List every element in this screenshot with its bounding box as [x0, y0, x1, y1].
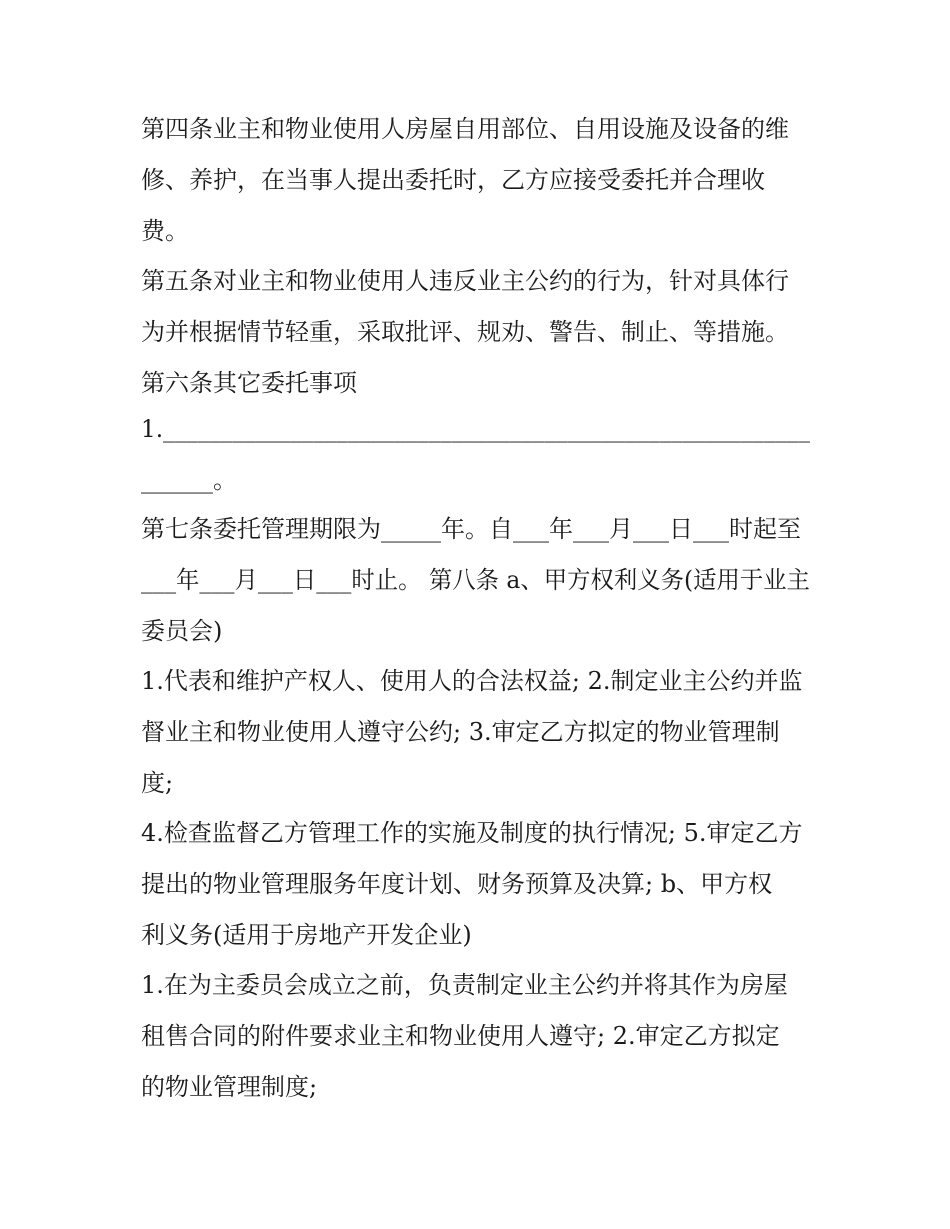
text-line: 第四条业主和物业使用人房屋自用部位、自用设施及设备的维 [141, 115, 789, 143]
text-line: 的物业管理制度; [141, 1073, 318, 1101]
text-line: 1.________________________________________________________ [141, 415, 810, 443]
text-line: 为并根据情节轻重，采取批评、规劝、警告、制止、等措施。 [141, 318, 789, 346]
text-line: 第七条委托管理期限为_____年。自___年___月___日___时起至 [141, 515, 801, 543]
text-line: 1.代表和维护产权人、使用人的合法权益; 2.制定业主公约并监 [141, 667, 803, 695]
text-line: 度; [141, 769, 174, 797]
text-line: 费。 [141, 217, 189, 245]
text-line: 修、养护，在当事人提出委托时，乙方应接受委托并合理收 [141, 166, 765, 194]
text-line: 4.检查监督乙方管理工作的实施及制度的执行情况; 5.审定乙方 [141, 819, 803, 847]
text-line: 提出的物业管理服务年度计划、财务预算及决算; b、甲方权 [141, 870, 773, 898]
text-line: 委员会) [141, 617, 223, 645]
text-line: 第五条对业主和物业使用人违反业主公约的行为，针对具体行 [141, 267, 789, 295]
text-line: 租售合同的附件要求业主和物业使用人遵守; 2.审定乙方拟定 [141, 1022, 780, 1050]
text-line: 第六条其它委托事项 [141, 369, 357, 397]
text-line: 督业主和物业使用人遵守公约; 3.审定乙方拟定的物业管理制 [141, 718, 780, 746]
text-line: 利义务(适用于房地产开发企业) [141, 921, 472, 949]
text-line: 1.在为主委员会成立之前，负责制定业主公约并将其作为房屋 [141, 971, 788, 999]
text-line: ______。 [141, 466, 237, 494]
text-line: ___年___月___日___时止。 第八条 a、甲方权利义务(适用于业主 [141, 566, 810, 594]
